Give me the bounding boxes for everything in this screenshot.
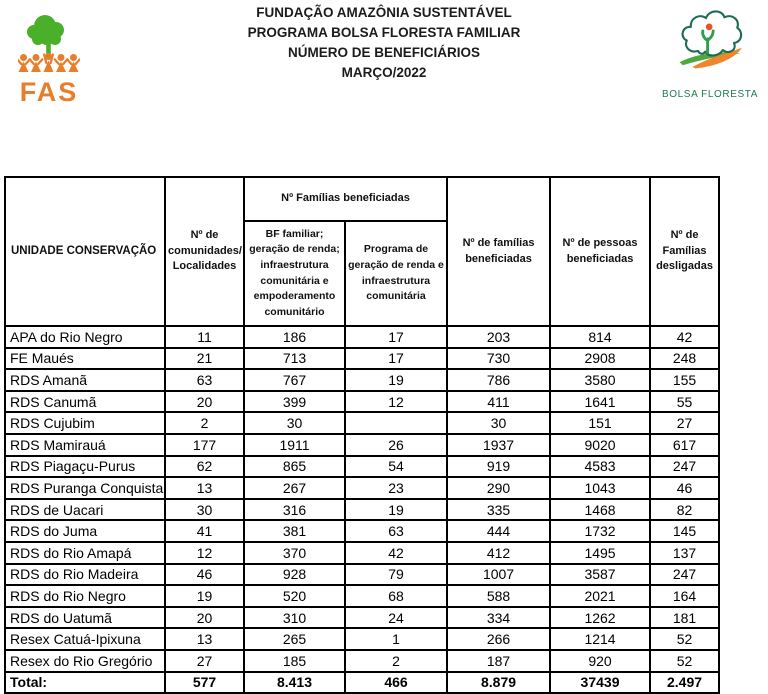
table-row bbox=[5, 391, 719, 413]
table-row bbox=[5, 628, 719, 650]
cell-bf-familiar: 767 bbox=[244, 369, 345, 391]
cell-bf-familiar: 265 bbox=[244, 628, 345, 650]
cell-unidade: RDS do Uatumã bbox=[5, 607, 165, 629]
cell-comunidades: 2 bbox=[165, 412, 244, 434]
cell-comunidades: 27 bbox=[165, 650, 244, 672]
cell-bf-familiar: 370 bbox=[244, 542, 345, 564]
table-row bbox=[5, 499, 719, 521]
cell-familias: 1007 bbox=[447, 564, 550, 586]
cell-desligadas: 181 bbox=[650, 607, 719, 629]
cell-familias: 786 bbox=[447, 369, 550, 391]
cell-bf-familiar: 30 bbox=[244, 412, 345, 434]
cell-familias: 187 bbox=[447, 650, 550, 672]
header-row-group bbox=[5, 177, 719, 221]
cell-programa: 26 bbox=[345, 434, 447, 456]
bolsa-floresta-logo bbox=[658, 6, 762, 100]
cell-unidade: APA do Rio Negro bbox=[5, 326, 165, 348]
cell-bf-familiar: 310 bbox=[244, 607, 345, 629]
table-row bbox=[5, 585, 719, 607]
table-row bbox=[5, 564, 719, 586]
col-header-n-pessoas-beneficiadas: Nº de pessoas beneficiadas bbox=[550, 177, 650, 326]
cell-comunidades: 19 bbox=[165, 585, 244, 607]
cell-pessoas: 151 bbox=[550, 412, 650, 434]
cell-programa: 23 bbox=[345, 477, 447, 499]
cell-comunidades: 13 bbox=[165, 477, 244, 499]
col-header-n-familias-beneficiadas: Nº de famílias beneficiadas bbox=[447, 177, 550, 326]
col-header-n-familias-desligadas: Nº de Famílias desligadas bbox=[650, 177, 719, 326]
cell-total-desligadas: 2.497 bbox=[650, 672, 719, 693]
cell-pessoas: 2908 bbox=[550, 348, 650, 370]
cell-programa: 2 bbox=[345, 650, 447, 672]
cell-bf-familiar: 865 bbox=[244, 456, 345, 478]
cell-pessoas: 920 bbox=[550, 650, 650, 672]
cell-pessoas: 1043 bbox=[550, 477, 650, 499]
cell-unidade: RDS Piagaçu-Purus bbox=[5, 456, 165, 478]
cell-comunidades: 30 bbox=[165, 499, 244, 521]
cell-familias: 1937 bbox=[447, 434, 550, 456]
table-row bbox=[5, 412, 719, 434]
cell-unidade: Resex Catuá-Ipixuna bbox=[5, 628, 165, 650]
cell-unidade: RDS do Rio Amapá bbox=[5, 542, 165, 564]
cell-familias: 412 bbox=[447, 542, 550, 564]
cell-familias: 203 bbox=[447, 326, 550, 348]
table-header bbox=[5, 177, 719, 326]
cell-desligadas: 137 bbox=[650, 542, 719, 564]
col-header-unidade-conservacao: UNIDADE CONSERVAÇÃO bbox=[5, 177, 165, 326]
cell-comunidades: 20 bbox=[165, 391, 244, 413]
table-row bbox=[5, 369, 719, 391]
cell-programa: 79 bbox=[345, 564, 447, 586]
title-line-1: FUNDAÇÃO AMAZÔNIA SUSTENTÁVEL bbox=[256, 5, 512, 20]
fas-wordmark: FAS bbox=[19, 77, 79, 104]
cell-bf-familiar: 185 bbox=[244, 650, 345, 672]
cell-comunidades: 46 bbox=[165, 564, 244, 586]
table-footer bbox=[5, 672, 719, 693]
cell-pessoas: 2021 bbox=[550, 585, 650, 607]
cell-programa: 1 bbox=[345, 628, 447, 650]
cell-unidade: RDS do Juma bbox=[5, 520, 165, 542]
table-row bbox=[5, 456, 719, 478]
cell-familias: 588 bbox=[447, 585, 550, 607]
bolsa-floresta-logo-text: BOLSA FLORESTA bbox=[661, 89, 759, 100]
cell-bf-familiar: 316 bbox=[244, 499, 345, 521]
cell-pessoas: 814 bbox=[550, 326, 650, 348]
cell-unidade: RDS Canumã bbox=[5, 391, 165, 413]
cell-bf-familiar: 520 bbox=[244, 585, 345, 607]
cell-programa: 17 bbox=[345, 326, 447, 348]
col-header-bf-familiar: BF familiar; geração de renda; infraestrutura comunitária e empoderamento comunitário bbox=[244, 221, 345, 326]
cell-pessoas: 4583 bbox=[550, 456, 650, 478]
cell-familias: 411 bbox=[447, 391, 550, 413]
title-line-4: MARÇO/2022 bbox=[341, 65, 427, 80]
cell-familias: 30 bbox=[447, 412, 550, 434]
table-row bbox=[5, 542, 719, 564]
cell-comunidades: 62 bbox=[165, 456, 244, 478]
title-line-2: PROGRAMA BOLSA FLORESTA FAMILIAR bbox=[247, 25, 521, 40]
cell-desligadas: 27 bbox=[650, 412, 719, 434]
cell-pessoas: 3587 bbox=[550, 564, 650, 586]
cell-pessoas: 1732 bbox=[550, 520, 650, 542]
cell-pessoas: 1641 bbox=[550, 391, 650, 413]
cell-programa: 42 bbox=[345, 542, 447, 564]
cell-unidade: Resex do Rio Gregório bbox=[5, 650, 165, 672]
cell-unidade: RDS de Uacari bbox=[5, 499, 165, 521]
cell-unidade: RDS Cujubim bbox=[5, 412, 165, 434]
report-title bbox=[0, 3, 768, 83]
cell-total-bf-familiar: 8.413 bbox=[244, 672, 345, 693]
cell-desligadas: 52 bbox=[650, 650, 719, 672]
cell-programa: 17 bbox=[345, 348, 447, 370]
cell-pessoas: 1262 bbox=[550, 607, 650, 629]
col-header-comunidades-localidades: Nº de comunidades/ Localidades bbox=[165, 177, 244, 326]
cell-comunidades: 20 bbox=[165, 607, 244, 629]
cell-desligadas: 42 bbox=[650, 326, 719, 348]
bolsa-floresta-tree-icon bbox=[670, 6, 750, 83]
table-row bbox=[5, 520, 719, 542]
cell-bf-familiar: 267 bbox=[244, 477, 345, 499]
table-row bbox=[5, 650, 719, 672]
cell-desligadas: 55 bbox=[650, 391, 719, 413]
cell-total-familias: 8.879 bbox=[447, 672, 550, 693]
cell-desligadas: 52 bbox=[650, 628, 719, 650]
table-row bbox=[5, 477, 719, 499]
cell-total-programa: 466 bbox=[345, 672, 447, 693]
cell-pessoas: 1495 bbox=[550, 542, 650, 564]
cell-programa: 19 bbox=[345, 369, 447, 391]
cell-familias: 730 bbox=[447, 348, 550, 370]
cell-unidade: RDS do Rio Madeira bbox=[5, 564, 165, 586]
cell-bf-familiar: 381 bbox=[244, 520, 345, 542]
cell-bf-familiar: 1911 bbox=[244, 434, 345, 456]
cell-programa: 54 bbox=[345, 456, 447, 478]
cell-pessoas: 9020 bbox=[550, 434, 650, 456]
cell-total-label: Total: bbox=[5, 672, 165, 693]
cell-desligadas: 247 bbox=[650, 456, 719, 478]
cell-total-comunidades: 577 bbox=[165, 672, 244, 693]
title-line-3: NÚMERO DE BENEFICIÁRIOS bbox=[287, 45, 480, 60]
beneficiaries-table bbox=[4, 176, 720, 694]
table-row bbox=[5, 607, 719, 629]
cell-pessoas: 3580 bbox=[550, 369, 650, 391]
cell-bf-familiar: 399 bbox=[244, 391, 345, 413]
table-body bbox=[5, 326, 719, 672]
cell-unidade: RDS Amanã bbox=[5, 369, 165, 391]
cell-familias: 290 bbox=[447, 477, 550, 499]
col-header-familias-beneficiadas-group: Nº Famílias beneficiadas bbox=[244, 177, 447, 221]
cell-bf-familiar: 713 bbox=[244, 348, 345, 370]
cell-comunidades: 12 bbox=[165, 542, 244, 564]
table-row bbox=[5, 434, 719, 456]
col-header-programa-geracao-renda: Programa de geração de renda e infraestrutura comunitária bbox=[345, 221, 447, 326]
cell-desligadas: 145 bbox=[650, 520, 719, 542]
cell-bf-familiar: 928 bbox=[244, 564, 345, 586]
cell-comunidades: 41 bbox=[165, 520, 244, 542]
cell-unidade: RDS Mamirauá bbox=[5, 434, 165, 456]
cell-familias: 919 bbox=[447, 456, 550, 478]
cell-programa: 19 bbox=[345, 499, 447, 521]
cell-desligadas: 46 bbox=[650, 477, 719, 499]
cell-desligadas: 617 bbox=[650, 434, 719, 456]
cell-comunidades: 11 bbox=[165, 326, 244, 348]
cell-desligadas: 247 bbox=[650, 564, 719, 586]
table-row bbox=[5, 326, 719, 348]
cell-unidade: FE Maués bbox=[5, 348, 165, 370]
cell-comunidades: 13 bbox=[165, 628, 244, 650]
cell-unidade: RDS do Rio Negro bbox=[5, 585, 165, 607]
cell-desligadas: 82 bbox=[650, 499, 719, 521]
cell-pessoas: 1468 bbox=[550, 499, 650, 521]
cell-comunidades: 21 bbox=[165, 348, 244, 370]
cell-pessoas: 1214 bbox=[550, 628, 650, 650]
cell-bf-familiar: 186 bbox=[244, 326, 345, 348]
total-row bbox=[5, 672, 719, 693]
cell-programa: 24 bbox=[345, 607, 447, 629]
cell-programa: 63 bbox=[345, 520, 447, 542]
cell-familias: 334 bbox=[447, 607, 550, 629]
cell-desligadas: 155 bbox=[650, 369, 719, 391]
cell-programa: 12 bbox=[345, 391, 447, 413]
cell-programa: 68 bbox=[345, 585, 447, 607]
cell-desligadas: 164 bbox=[650, 585, 719, 607]
table-row bbox=[5, 348, 719, 370]
cell-unidade: RDS Puranga Conquista bbox=[5, 477, 165, 499]
cell-desligadas: 248 bbox=[650, 348, 719, 370]
cell-familias: 444 bbox=[447, 520, 550, 542]
cell-familias: 335 bbox=[447, 499, 550, 521]
cell-total-pessoas: 37439 bbox=[550, 672, 650, 693]
cell-comunidades: 63 bbox=[165, 369, 244, 391]
cell-comunidades: 177 bbox=[165, 434, 244, 456]
cell-programa bbox=[345, 412, 447, 434]
cell-familias: 266 bbox=[447, 628, 550, 650]
